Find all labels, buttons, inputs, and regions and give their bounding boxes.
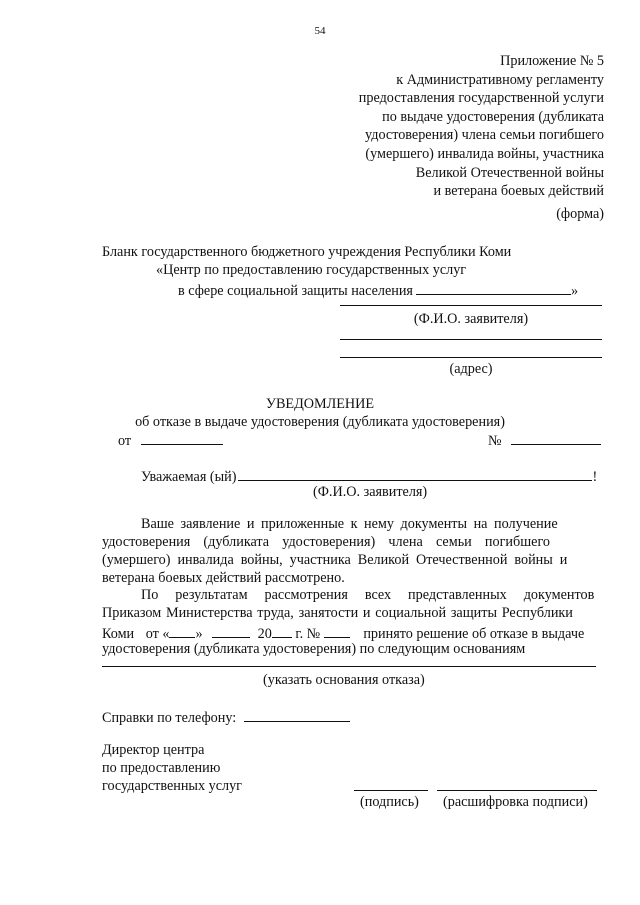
appendix-line: Великой Отечественной войны: [415, 164, 604, 181]
signature-caption: (подпись): [360, 794, 419, 810]
applicant-name-line[interactable]: [340, 305, 602, 306]
page-number: 54: [314, 25, 326, 37]
body-line: удостоверения (дубликата удостоверения) по следующим основаниям: [102, 641, 526, 657]
order-text: »: [195, 626, 203, 643]
form-label: (форма): [556, 206, 604, 222]
order-year-blank[interactable]: [272, 623, 292, 638]
letterhead-text: в сфере социальной защиты населения: [178, 283, 413, 300]
order-text: Коми: [102, 626, 135, 643]
refusal-reason-line[interactable]: [102, 666, 596, 667]
body-line: Ваше заявление и приложенные к нему документы на получение: [141, 516, 558, 532]
signature-decoding-line[interactable]: [437, 790, 597, 791]
appendix-line: (умершего) инвалида войны, участника: [365, 145, 604, 162]
number-label: №: [488, 433, 502, 450]
appendix-line: по выдаче удостоверения (дубликата: [382, 108, 604, 125]
appendix-line: к Административному регламенту: [396, 71, 604, 88]
appendix-line: предоставления государственной услуги: [358, 90, 604, 107]
greeting-caption: (Ф.И.О. заявителя): [313, 484, 428, 500]
order-text: г. №: [295, 626, 321, 643]
from-label: от: [118, 433, 132, 450]
letterhead-line-3: [178, 280, 578, 300]
body-line: (умершего) инвалида войны, участника Великой Отечественной войны и: [102, 552, 568, 568]
order-number-blank[interactable]: [324, 623, 350, 638]
body-line: ветерана боевых действий рассмотрено.: [102, 570, 345, 586]
notice-from: [118, 430, 223, 450]
applicant-address-line-2[interactable]: [340, 357, 602, 358]
director-block: [102, 741, 242, 795]
applicant-fio-caption: (Ф.И.О. заявителя): [413, 311, 529, 327]
body-line: удостоверения (дубликата удостоверения) члена семьи погибшего: [102, 534, 550, 550]
appendix-line: удостоверения) члена семьи погибшего: [365, 127, 604, 144]
body-line: Приказом Министерства труда, занятости и социальной защиты Республики: [102, 605, 573, 621]
order-month-blank[interactable]: [212, 623, 250, 638]
order-text: принято решение об отказе в выдаче: [363, 626, 585, 643]
appendix-block: [359, 52, 604, 201]
applicant-address-line-1[interactable]: [340, 339, 602, 340]
greeting-label: Уважаемая (ый): [141, 469, 237, 486]
phone-line: [102, 707, 350, 727]
letterhead-line: «Центр по предоставлению государственных услуг: [156, 262, 467, 278]
order-text: 20: [257, 626, 272, 643]
director-line: по предоставлению: [102, 760, 221, 776]
refusal-reason-caption: (указать основания отказа): [263, 672, 425, 688]
letterhead-line: Бланк государственного бюджетного учреждения Республики Коми: [102, 244, 512, 260]
director-line: государственных услуг: [102, 778, 242, 794]
appendix-line: и ветерана боевых действий: [433, 183, 604, 200]
notice-number-blank[interactable]: [511, 430, 601, 445]
notice-subtitle: об отказе в выдаче удостоверения (дубликата удостоверения): [135, 414, 505, 430]
notice-number: [488, 430, 601, 450]
greeting-end: !: [592, 469, 598, 486]
phone-label: Справки по телефону:: [102, 710, 237, 727]
greeting-name-blank[interactable]: [238, 466, 592, 481]
order-text: от «: [145, 626, 170, 643]
notice-title: УВЕДОМЛЕНИЕ: [265, 396, 375, 412]
applicant-address-caption: (адрес): [449, 361, 493, 377]
signature-line[interactable]: [354, 790, 428, 791]
director-line: Директор центра: [102, 742, 205, 758]
appendix-line: Приложение № 5: [500, 53, 604, 69]
institution-blank[interactable]: [416, 280, 571, 295]
order-day-blank[interactable]: [169, 623, 195, 638]
decoding-caption: (расшифровка подписи): [443, 794, 588, 810]
letterhead-quote: »: [570, 283, 579, 300]
phone-blank[interactable]: [244, 707, 350, 722]
notice-date-blank[interactable]: [141, 430, 223, 445]
body-line: По результатам рассмотрения всех представленных документов: [141, 587, 595, 603]
